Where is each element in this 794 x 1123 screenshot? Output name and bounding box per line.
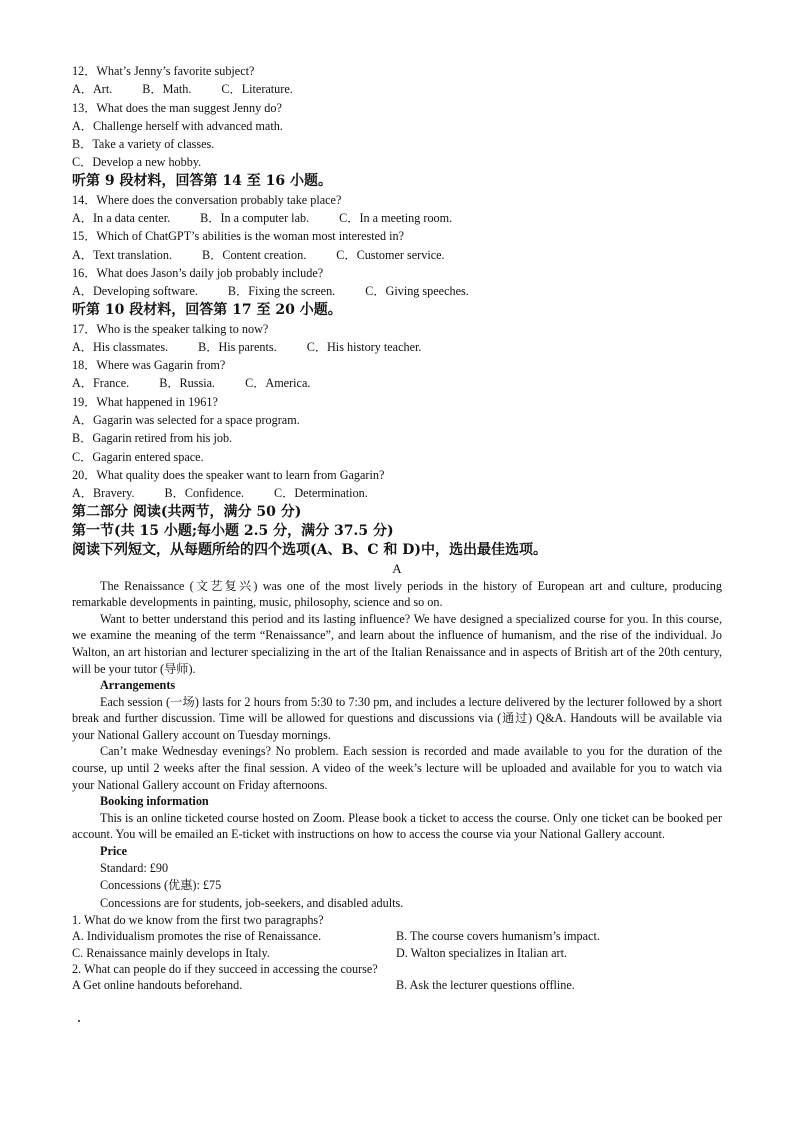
question-2-options-ab (72, 977, 722, 993)
answer-option: A．France. (72, 376, 130, 391)
answer-option: B．Math. (142, 82, 192, 97)
listening-question: 16．What does Jason’s daily job probably include? (72, 265, 324, 280)
option-row (72, 246, 722, 264)
option-2b: B. Ask the lecturer questions offline. (396, 978, 575, 993)
listening-questions (72, 62, 722, 503)
option-row (72, 374, 722, 392)
listening-section-heading: 听第 9 段材料，回答第 14 至 16 小题。 (72, 172, 332, 189)
answer-option: A．Text translation. (72, 247, 173, 262)
answer-option: C．Literature. (221, 82, 293, 97)
answer-option: C．Customer service. (336, 247, 445, 262)
exam-page (72, 62, 722, 994)
answer-option: B．Gagarin retired from his job. (72, 431, 233, 446)
option-row (72, 209, 722, 227)
listening-question: 15．Which of ChatGPT’s abilities is the woman most interested in? (72, 229, 405, 244)
price-heading: Price (100, 844, 128, 859)
answer-option: B．Russia. (159, 376, 216, 391)
question-2: 2. What can people do if they succeed in accessing the course? (72, 962, 378, 977)
answer-option: C．America. (245, 376, 311, 391)
price-standard: Standard: £90 (100, 860, 169, 875)
answer-option: A．In a data center. (72, 211, 171, 226)
answer-option: B．His parents. (198, 339, 277, 354)
concessions-note: Concessions are for students, job-seekers, and disabled adults. (100, 895, 404, 910)
question-1-options-ab (72, 928, 722, 944)
answer-option: B．Confidence. (164, 486, 245, 501)
answer-option: A．Challenge herself with advanced math. (72, 118, 283, 133)
paragraph-4: Can’t make Wednesday evenings? No problem. Each session is recorded and made available to you for the duration of the course, up until 2 weeks after the final session. A video of the week’s lecture will be uploaded and available for you to watch via your National Gallery account on Friday afternoons. (72, 744, 722, 792)
reading-instruction: 阅读下列短文，从每题所给的四个选项(A、B、C 和 D)中，选出最佳选项。 (72, 541, 547, 558)
answer-option: B．Content creation. (202, 247, 307, 262)
option-2a: A Get online handouts beforehand. (72, 978, 243, 993)
answer-option: A．Art. (72, 82, 113, 97)
answer-option: C．Gagarin entered space. (72, 449, 204, 464)
answer-option: B．In a computer lab. (200, 211, 310, 226)
listening-question: 19．What happened in 1961? (72, 394, 218, 409)
option-1b: B. The course covers humanism’s impact. (396, 929, 600, 944)
booking-heading: Booking information (100, 794, 209, 809)
answer-option: A．Developing software. (72, 284, 198, 299)
listening-question: 20．What quality does the speaker want to learn from Gagarin? (72, 467, 385, 482)
answer-option: A．Gagarin was selected for a space program. (72, 413, 300, 428)
listening-question: 14．Where does the conversation probably take place? (72, 192, 342, 207)
question-1-options-cd (72, 945, 722, 961)
answer-option: B．Take a variety of classes. (72, 137, 215, 152)
answer-option: C．Giving speeches. (365, 284, 469, 299)
answer-option: C．In a meeting room. (339, 211, 453, 226)
paragraph-1: The Renaissance (文艺复兴) was one of the most lively periods in the history of European art and culture, producing remarkable developments in painting, music, philosophy, science and so on. (72, 578, 722, 610)
listening-section-heading: 听第 10 段材料，回答第 17 至 20 小题。 (72, 301, 342, 318)
section-one-title: 第一节(共 15 小题;每小题 2.5 分，满分 37.5 分) (72, 522, 394, 539)
answer-option: A．Bravery. (72, 486, 135, 501)
part-two-title: 第二部分 阅读(共两节，满分 50 分) (72, 503, 302, 520)
option-1a: A. Individualism promotes the rise of Renaissance. (72, 929, 322, 944)
answer-option: A．His classmates. (72, 339, 169, 354)
passage-label: A (392, 560, 402, 576)
stray-mark (78, 1020, 80, 1022)
option-row (72, 282, 722, 300)
option-row (72, 80, 722, 98)
option-row (72, 338, 722, 356)
answer-option: C．His history teacher. (306, 339, 422, 354)
price-concessions: Concessions (优惠): £75 (100, 878, 222, 893)
paragraph-2: Want to better understand this period and its lasting influence? We have designed a specialized course for you. In this course, we examine the meaning of the term “Renaissance”, and learn about the influence of humanism, and the rise of the individual. Jo Walton, an art historian and lecturer specializing in the art of the Italian Renaissance and in aspects of British art of the 20th century, will be your tutor (导师). (72, 611, 722, 676)
answer-option: C．Develop a new hobby. (72, 155, 202, 170)
option-1c: C. Renaissance mainly develops in Italy. (72, 945, 270, 960)
paragraph-5: This is an online ticketed course hosted on Zoom. Please book a ticket to access the course. Only one ticket can be booked per account. You will be emailed an E-ticket with instructions on how to access the course via your National Gallery account. (72, 810, 722, 842)
listening-question: 17．Who is the speaker talking to now? (72, 321, 269, 336)
paragraph-3: Each session (一场) lasts for 2 hours from 5:30 to 7:30 pm, and includes a lecture delivered by the lecturer followed by a short break and further discussion. Time will be allowed for questions and discussions via (通过) Q&A. Handouts will be available via your National Gallery account on Tuesday mornings. (72, 694, 722, 742)
option-row (72, 484, 722, 502)
listening-question: 12．What’s Jenny’s favorite subject? (72, 64, 255, 78)
listening-question: 13．What does the man suggest Jenny do? (72, 100, 282, 115)
listening-question: 18．Where was Gagarin from? (72, 358, 226, 373)
answer-option: B．Fixing the screen. (227, 284, 336, 299)
answer-option: C．Determination. (274, 486, 368, 501)
option-1d: D. Walton specializes in Italian art. (396, 945, 568, 960)
question-1: 1. What do we know from the first two paragraphs? (72, 913, 324, 928)
arrangements-heading: Arrangements (100, 678, 176, 693)
